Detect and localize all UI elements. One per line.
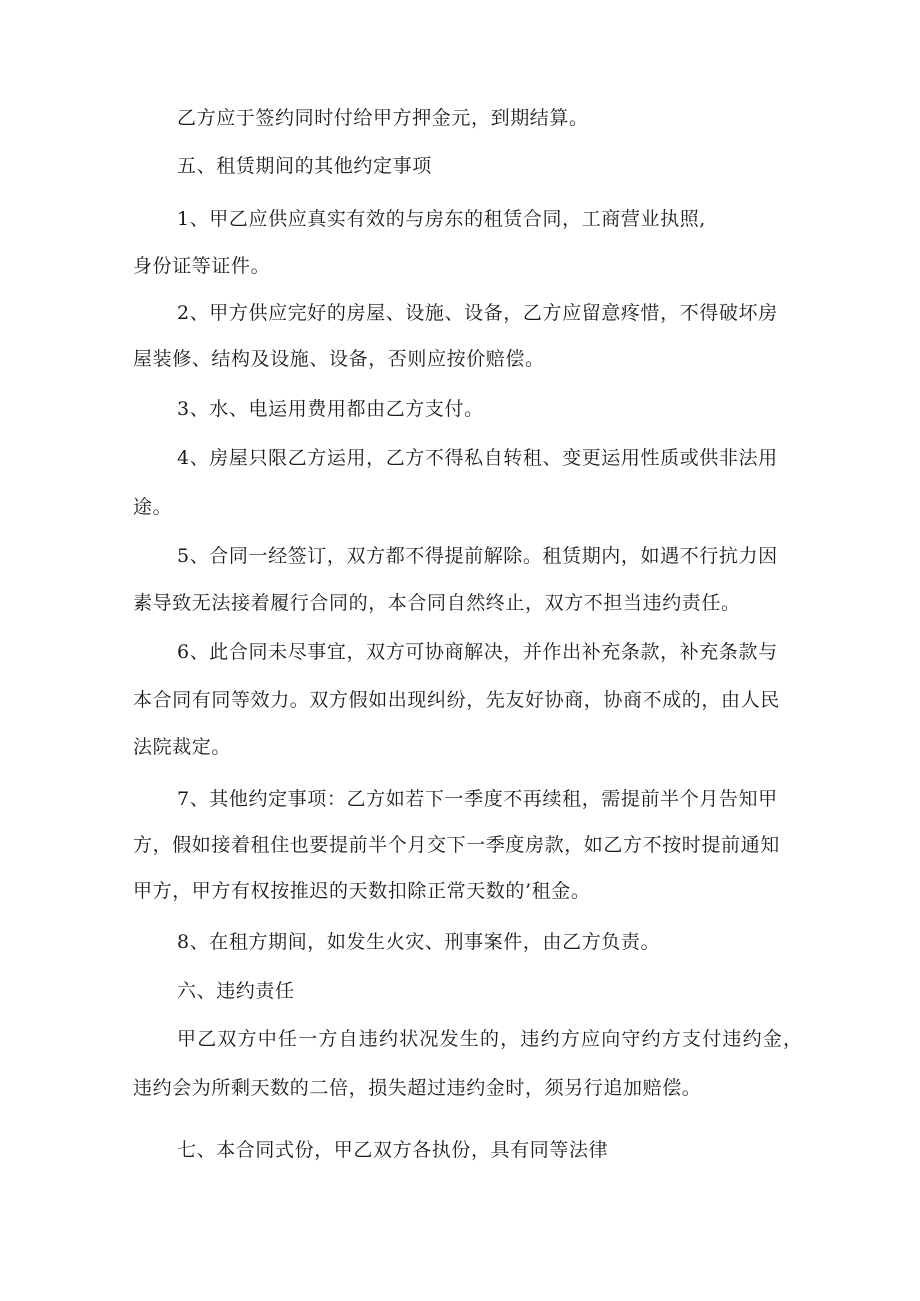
item-6-line-2: 本合同有同等效力。双方假如出现纠纷，先友好协商，协商不成的，由人民 bbox=[133, 689, 780, 711]
item-7-line-3: 甲方，甲方有权按推迟的天数扣除正常天数的’租金。 bbox=[133, 880, 591, 902]
item-2-line-2: 屋装修、结构及设施、设备，否则应按价赔偿。 bbox=[133, 348, 545, 370]
breach-paragraph-line-1: 甲乙双方中任一方自违约状况发生的，违约方应向守约方支付违约金， bbox=[177, 1028, 804, 1050]
section-5-heading: 五、租赁期间的其他约定事项 bbox=[177, 155, 432, 177]
item-7-line-2: 方，假如接着租住也要提前半个月交下一季度房款，如乙方不按时提前通知 bbox=[133, 834, 780, 856]
item-4-line-1: 4、房屋只限乙方运用，乙方不得私自转租、变更运用性质或供非法用 bbox=[177, 447, 778, 469]
section-7-line-1: 七、本合同式份，甲乙双方各执份，具有同等法律 bbox=[177, 1139, 609, 1161]
section-6-heading: 六、违约责任 bbox=[177, 980, 295, 1002]
item-3-line-1: 3、水、电运用费用都由乙方支付。 bbox=[177, 398, 484, 420]
item-8-line-1: 8、在租方期间，如发生火灾、刑事案件，由乙方负责。 bbox=[177, 931, 661, 953]
item-7-line-1: 7、其他约定事项：乙方如若下一季度不再续租，需提前半个月告知甲 bbox=[177, 788, 778, 810]
item-2-line-1: 2、甲方供应完好的房屋、设施、设备，乙方应留意疼惜，不得破坏房 bbox=[177, 302, 778, 324]
item-6-line-1: 6、此合同未尽事宜，双方可协商解决，并作出补充条款，补充条款与 bbox=[177, 641, 778, 663]
item-1-line-2: 身份证等证件。 bbox=[133, 255, 271, 277]
item-4-line-2: 途。 bbox=[133, 496, 173, 518]
item-1-line-1: 1、甲乙应供应真实有效的与房东的租赁合同，工商营业执照, bbox=[177, 208, 706, 230]
breach-paragraph-line-2: 违约会为所剩天数的二倍，损失超过违约金时，须另行追加赔偿。 bbox=[133, 1077, 702, 1099]
item-5-line-2: 素导致无法接着履行合同的，本合同自然终止，双方不担当违约责任。 bbox=[133, 592, 741, 614]
item-6-line-3: 法院裁定。 bbox=[133, 736, 232, 758]
deposit-paragraph-line-1: 乙方应于签约同时付给甲方押金元，到期结算。 bbox=[177, 107, 589, 129]
item-5-line-1: 5、合同一经签订，双方都不得提前解除。租赁期内，如遇不行抗力因 bbox=[177, 545, 778, 567]
